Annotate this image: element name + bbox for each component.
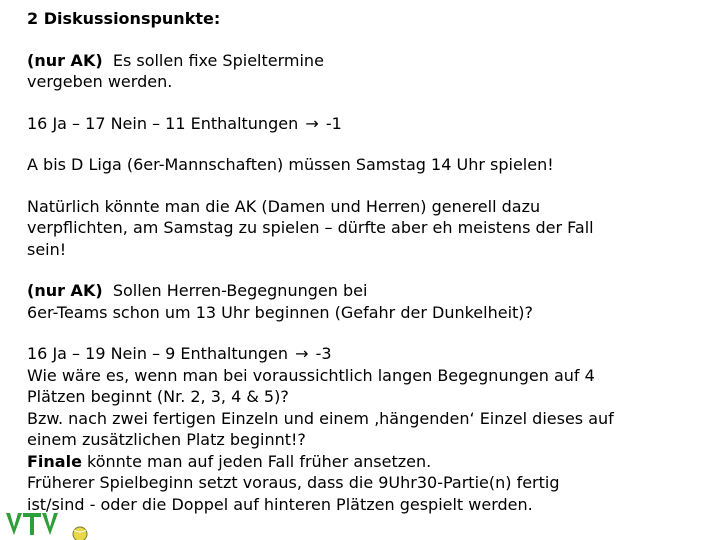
- discussion-item-2: [27, 280, 707, 323]
- finale-text: könnte man auf jeden Fall früher ansetzen.: [87, 451, 432, 471]
- discussion-line-4: einem zusätzlichen Platz beginnt!?: [27, 430, 306, 449]
- vote-and-discussion: [27, 343, 707, 515]
- logo-letters: [6, 513, 58, 535]
- item-1-line-1: [27, 50, 707, 72]
- discussion-line-7: ist/sind - oder die Doppel auf hinteren Plätzen gespielt werden.: [27, 494, 533, 514]
- slide-title: 2 Diskussionspunkte:: [27, 9, 221, 28]
- discussion-line-6: Früherer Spielbeginn setzt voraus, dass die 9Uhr30-Partie(n) fertig: [27, 473, 560, 492]
- item-2-tag: (nur AK): [27, 281, 103, 300]
- item-1-text-2: vergeben werden.: [27, 72, 173, 91]
- note-paragraph: [27, 196, 707, 261]
- arrow-right-icon: →: [295, 344, 309, 363]
- note-line-1: Natürlich könnte man die AK (Damen und Herren) generell dazu: [27, 196, 541, 216]
- vote-result-1: [27, 113, 707, 135]
- vote-2-text: 16 Ja – 19 Nein – 9 Enthaltungen: [27, 344, 289, 363]
- discussion-line-5: [27, 451, 707, 473]
- item-2-text-1: Sollen Herren-Begegnungen bei: [112, 281, 368, 300]
- note-line-2: verpflichten, am Samstag zu spielen – dürfte aber eh meistens der Fall: [27, 218, 594, 237]
- discussion-line-3: Bzw. nach zwei fertigen Einzeln und einem ‚hängenden‘ Einzel dieses auf: [27, 408, 614, 428]
- vote-result-2: [27, 343, 707, 365]
- vote-1-result: -1: [325, 113, 342, 133]
- discussion-item-1: [27, 50, 707, 93]
- item-1-tag: (nur AK): [27, 50, 103, 70]
- item-1-text-1: Es sollen fixe Spieltermine: [112, 50, 324, 70]
- discussion-line-2: Plätzen beginnt (Nr. 2, 3, 4 & 5)?: [27, 387, 289, 406]
- tennis-ball-icon: [73, 527, 87, 540]
- vote-1-text: 16 Ja – 17 Nein – 11 Enthaltungen: [27, 113, 299, 133]
- vote-2-result: -3: [315, 344, 332, 363]
- note-line-3: sein!: [27, 239, 67, 259]
- vtv-logo: [4, 507, 124, 540]
- discussion-line-1: Wie wäre es, wenn man bei voraussichtlich langen Begegnungen auf 4: [27, 365, 595, 385]
- league-rule: A bis D Liga (6er-Mannschaften) müssen Samstag 14 Uhr spielen!: [27, 155, 554, 174]
- arrow-right-icon: →: [305, 113, 319, 133]
- slide-content: [27, 8, 707, 515]
- item-2-line-1: [27, 280, 707, 302]
- finale-label: Finale: [27, 451, 82, 471]
- item-2-text-2: 6er-Teams schon um 13 Uhr beginnen (Gefahr der Dunkelheit)?: [27, 302, 534, 322]
